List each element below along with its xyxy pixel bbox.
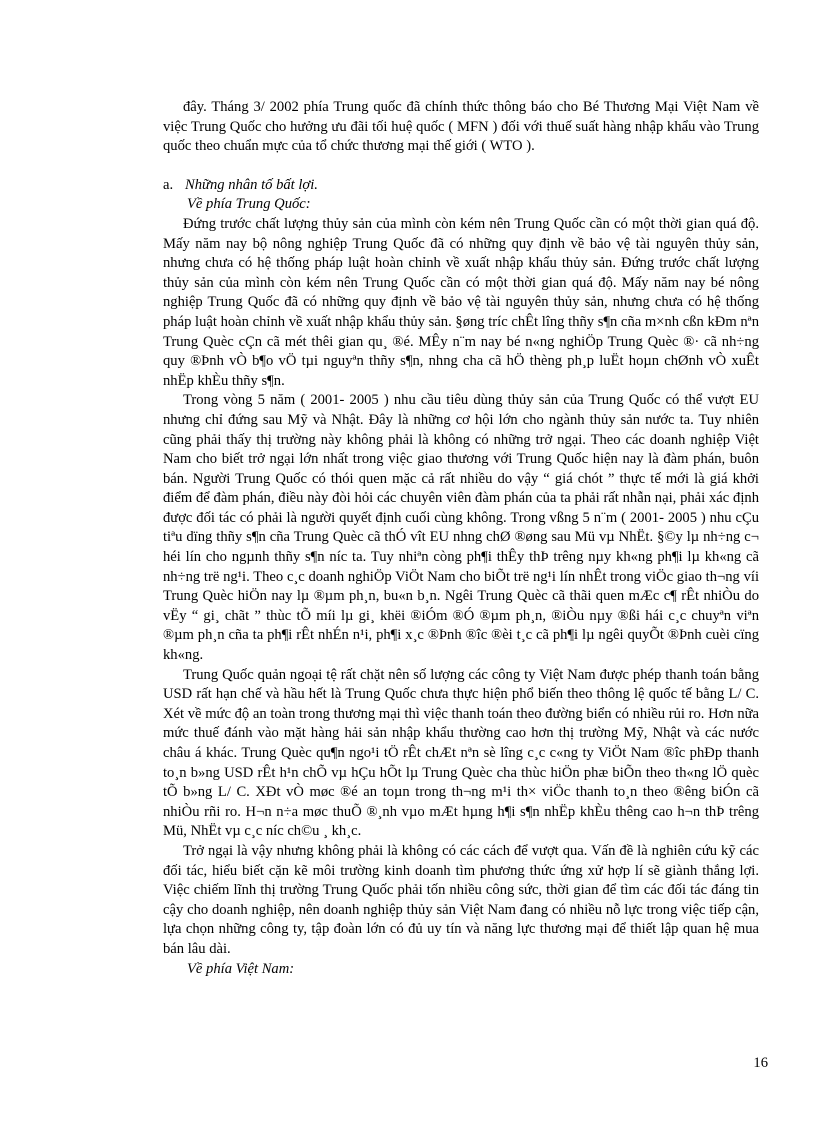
intro-paragraph: đây. Tháng 3/ 2002 phía Trung quốc đã chính thức thông báo cho Bé Thương Mại Việt Nam về việc Trung Quốc cho hưởng ưu đãi tối huệ quốc ( MFN ) đối với thuế suất hàng nhập khẩu vào Trung quốc theo chuẩn mực của tổ chức thương mại thế giới ( WTO ). bbox=[163, 99, 759, 155]
paragraph: Trở ngại là vậy nhưng không phải là không có các cách để vượt qua. Vấn đề là nghiên cứu kỹ các đối tác, hiểu biết cặn kẽ môi trường kinh doanh tìm phương thức ứng xử hợp lí sẽ giành thắng lợi. Việc chiếm lĩnh thị trường Trung Quốc phải tốn nhiều công sức, thời gian để tìm các đối tác đáng tin cậy cho doanh nghiệp, nên doanh nghiệp thủy sản Việt Nam đang có nhiều nỗ lực trong việc tiếp cận, lựa chọn những công ty, tập đoàn lớn có đủ uy tín và năng lực thương mại để thiết lập quan hệ mua bán lâu dài. bbox=[163, 842, 759, 957]
section-marker: a. bbox=[163, 176, 174, 193]
subsection-vietnam-heading: Về phía Việt Nam: bbox=[187, 960, 295, 977]
paragraph: Trong vòng 5 năm ( 2001- 2005 ) nhu cầu tiêu dùng thủy sản của Trung Quốc có thể vượt EU nhưng chỉ đứng sau Mỹ và Nhật. Đây là những cơ hội lớn cho ngành thủy sản nước ta. Tuy nhiên cũng phải thấy thị trường này không phải là không có những trở ngại. Theo các doanh nghiệp Việt Nam cho biết trở ngại lớn nhất trong việc giao thương với Trung Quốc hiện nay là đàm phán, buôn bán. Người Trung Quốc có thói quen mặc cả rất nhiều do vậy “ giá chót ” thực tế mới là giá khởi điểm để đàm phán, điều này đòi hỏi các chuyên viên đàm phán của ta phải rất nhẫn nại, phải xác định được đối tác có phải là người quyết định cuối cùng không. Trong vßng 5 n¨m ( 2001- 2005 ) nhu cÇu tiªu dïng thñy s¶n cña Trung Quèc cã thÓ vît EU nhng chØ ®øng sau Mü vµ NhËt. §©y lµ nh÷ng c¬ héi lín cho ngµnh thñy s¶n níc ta. Tuy nhiªn còng ph¶i thÊy thÞ trêng nµy kh«ng ph¶i lµ kh«ng cã nh÷ng trë ng¹i. Theo c¸c doanh nghiÖp ViÖt Nam cho biÕt trë ng¹i lín nhÊt trong viÖc giao th¬ng víi Trung Quèc hiÖn nay lµ ®µm ph¸n, bu«n b¸n. Ngêi Trung Quèc cã thãi quen mÆc c¶ rÊt nhiÒu do vËy “ gi¸ chãt ” thùc tÕ míi lµ gi¸ khëi ®iÓm ®Ó ®µm ph¸n, ®iÒu nµy ®ßi hái c¸c chuyªn viªn ®µm ph¸n cña ta ph¶i rÊt nhÉn n¹i, ph¶i x¸c ®Þnh ®îc ®èi t¸c cã ph¶i lµ ngêi quyÕt ®Þnh cuèi cïng kh«ng. bbox=[163, 392, 759, 664]
section-heading bbox=[163, 176, 759, 196]
subsection-china-heading: Về phía Trung Quốc: bbox=[187, 196, 311, 213]
section-title: Những nhân tố bất lợi. bbox=[185, 176, 318, 193]
paragraph: Trung Quốc quản ngoại tệ rất chặt nên số lượng các công ty Việt Nam được phép thanh toán bằng USD rất hạn chế và hầu hết là Trung Quốc chưa thực hiện phổ biến theo thông lệ quốc tế bằng L/ C. Xét về mức độ an toàn trong thương mại thì việc thanh toán theo đường biển có nhiều rủi ro. Hơn nữa mức thuế đánh vào mặt hàng hải sản nhập khẩu thường cao hơn thị trường Mỹ, Nhật và các nước châu á khác. Trung Quèc qu¶n ngo¹i tÖ rÊt chÆt nªn sè lîng c¸c c«ng ty ViÖt Nam ®îc phÐp thanh to¸n b»ng USD rÊt h¹n chÕ vµ hÇu hÕt lµ Trung Quèc cha thùc hiÖn phæ biÕn theo th«ng lÖ quèc tÕ b»ng L/ C. XÐt vÒ møc ®é an toµn trong th¬ng m¹i th× viÖc thanh to¸n theo ®êng biÓn cã nhiÒu rñi ro. H¬n n÷a møc thuÕ ®¸nh vµo mÆt hµng h¶i s¶n nhËp khÈu thêng cao h¬n thÞ trêng Mü, NhËt vµ c¸c níc ch©u ¸ kh¸c. bbox=[163, 666, 759, 840]
page-number: 16 bbox=[753, 1055, 768, 1071]
document-body bbox=[163, 98, 759, 979]
paragraph: Đứng trước chất lượng thủy sản của mình còn kém nên Trung Quốc cần có một thời gian quá độ. Mấy năm nay bộ nông nghiệp Trung Quốc đã có những quy định về bảo vệ tài nguyên thủy sản, nhưng chưa có hệ thống pháp luật hoàn chỉnh về xuất nhập khẩu thủy sản. Đứng trước chất lượng thủy sản của mình còn kém nên Trung Quốc cần có một thời gian quá độ. Mấy năm nay bé nông nghiệp Trung Quốc đã có những quy định về bảo vệ tài nguyên thủy sản, nhưng chưa có hệ thống pháp luật hoàn chỉnh về xuất nhập khẩu thủy sản. §øng tríc chÊt lîng thñy s¶n cña m×nh cßn kÐm nªn Trung Quèc cÇn cã mét thêi gian qu¸ ®é. MÊy n¨m nay bé n«ng nghiÖp Trung Quèc ®· cã nh÷ng quy ®Þnh vÒ b¶o vÖ tµi nguyªn thñy s¶n, nhng cha cã hÖ thèng ph¸p luËt hoµn chØnh vÒ xuÊt nhËp khÈu thñy s¶n. bbox=[163, 215, 759, 389]
